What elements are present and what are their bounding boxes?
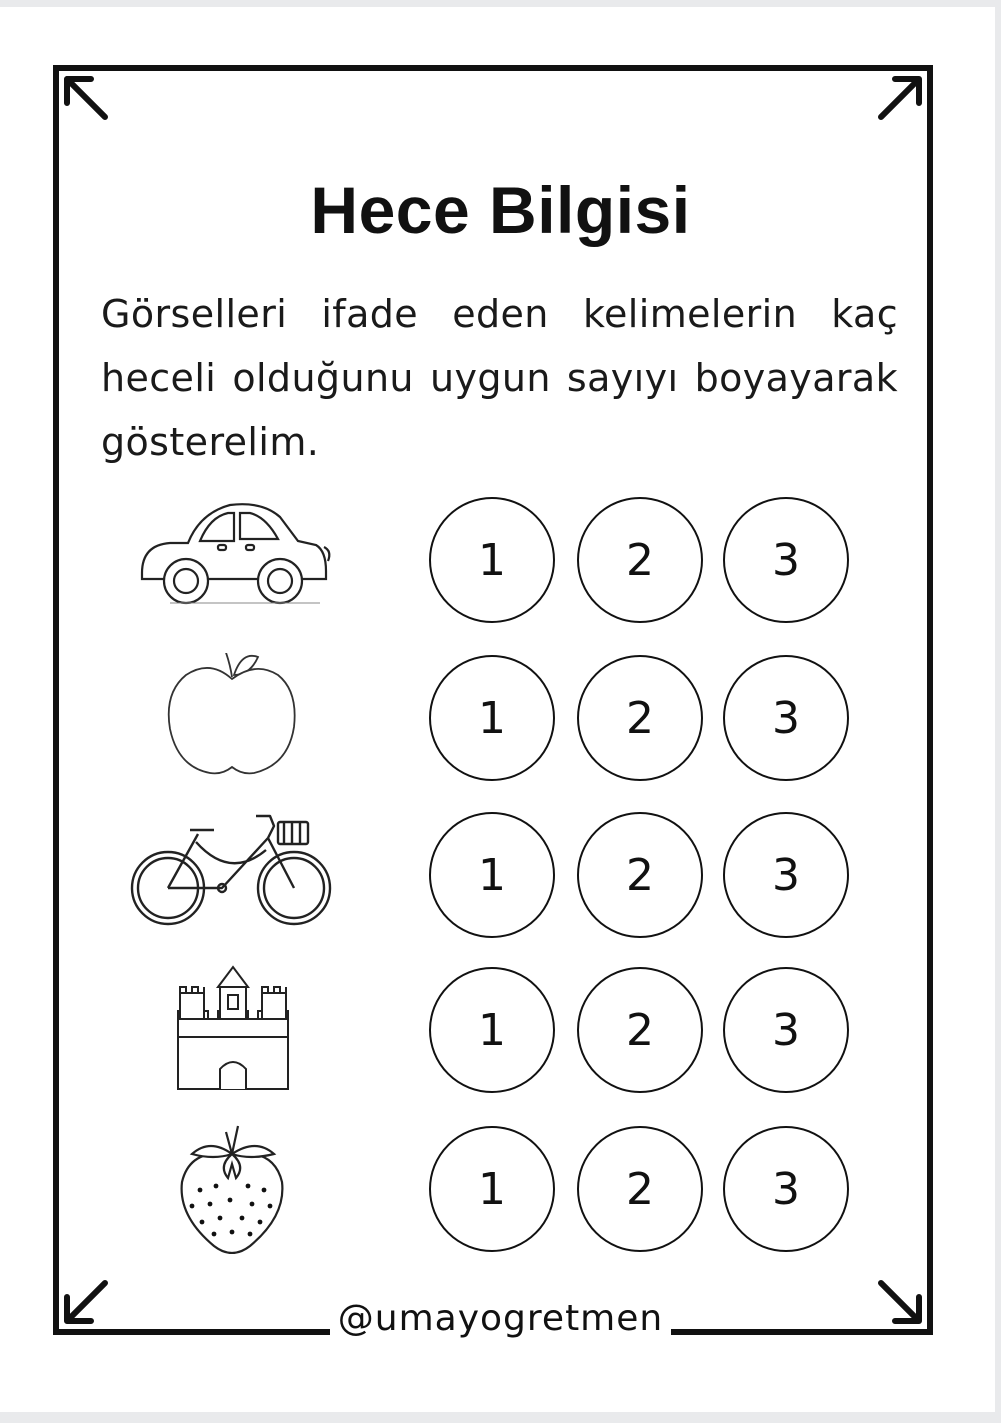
car-icon (130, 495, 340, 625)
castle-icon (130, 965, 340, 1095)
option-circle[interactable]: 3 (723, 1126, 849, 1252)
option-circle[interactable]: 2 (577, 967, 703, 1093)
option-circle[interactable]: 1 (429, 967, 555, 1093)
exercise-row-castle (0, 965, 1001, 1095)
strawberry-icon (130, 1124, 340, 1254)
apple-icon (130, 653, 340, 783)
option-circle[interactable]: 1 (429, 497, 555, 623)
author-handle (0, 1298, 1001, 1339)
arrow-top-left-icon (57, 69, 117, 129)
option-circle[interactable]: 3 (723, 967, 849, 1093)
arrow-top-right-icon (869, 69, 929, 129)
option-circle[interactable]: 1 (429, 1126, 555, 1252)
exercise-row-apple (0, 653, 1001, 783)
exercise-row-bicycle (0, 810, 1001, 940)
option-circle[interactable]: 1 (429, 812, 555, 938)
option-circle[interactable]: 3 (723, 655, 849, 781)
option-circle[interactable]: 2 (577, 812, 703, 938)
bicycle-icon (130, 810, 340, 940)
option-circle[interactable]: 3 (723, 812, 849, 938)
page-title: Hece Bilgisi (310, 173, 691, 247)
option-circle[interactable]: 2 (577, 655, 703, 781)
exercise-row-car (0, 495, 1001, 625)
option-circle[interactable]: 2 (577, 1126, 703, 1252)
exercise-row-strawberry (0, 1124, 1001, 1254)
option-circle[interactable]: 3 (723, 497, 849, 623)
author-handle-text: @umayogretmen (330, 1298, 671, 1339)
instruction-text: Görselleri ifade eden kelimelerin kaç heceli olduğunu uygun sayıyı boyayarak gösterelim. (101, 292, 898, 464)
option-circle[interactable]: 2 (577, 497, 703, 623)
option-circle[interactable]: 1 (429, 655, 555, 781)
